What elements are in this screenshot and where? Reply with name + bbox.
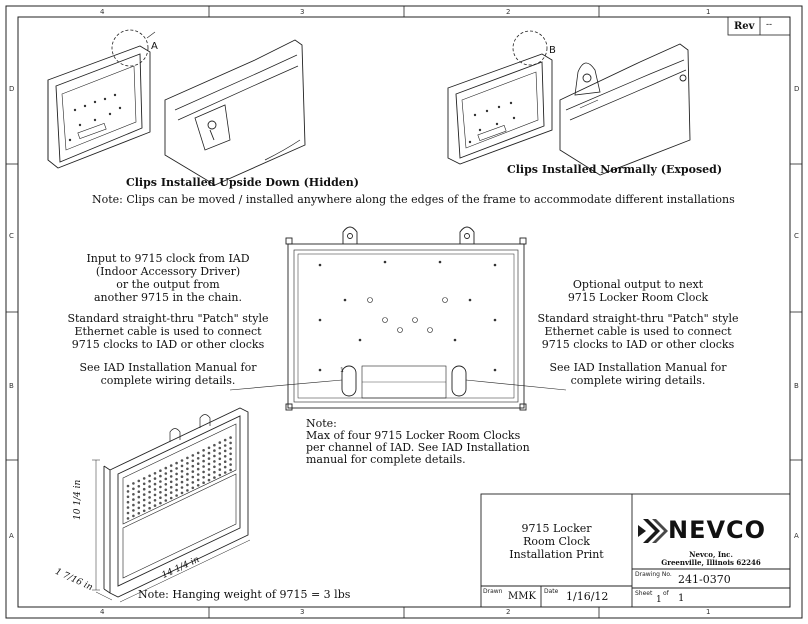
grid-bottom-2: 2 — [506, 608, 511, 616]
led-dot — [192, 481, 195, 484]
led-dot — [219, 458, 222, 461]
grid-top-3: 3 — [300, 8, 305, 16]
grid-top-4: 4 — [100, 8, 105, 16]
company-city: Greenville, Illinois 62246 — [661, 558, 761, 567]
led-dot — [219, 447, 222, 450]
led-dot — [148, 502, 151, 505]
grid-right-b: B — [794, 382, 799, 390]
led-dot — [186, 457, 189, 460]
led-dot — [181, 465, 184, 468]
led-dot — [132, 509, 135, 512]
grid-bottom-1: 1 — [706, 608, 711, 616]
led-dot — [138, 480, 141, 483]
led-dot — [192, 476, 195, 479]
led-dot — [127, 501, 130, 504]
led-dot — [197, 473, 200, 476]
led-dot — [170, 491, 173, 494]
led-dot — [229, 458, 232, 461]
grid-right-d: D — [794, 85, 800, 93]
led-dot — [148, 480, 151, 483]
led-dot — [143, 510, 146, 513]
wiring-note-line: See IAD Installation Manual for — [79, 361, 257, 374]
led-dot — [165, 494, 168, 497]
input-note-line: another 9715 in the chain. — [93, 291, 243, 304]
led-dot — [186, 462, 189, 465]
led-dot — [197, 479, 200, 482]
led-dot — [197, 462, 200, 465]
led-dot — [127, 517, 130, 520]
led-dot — [208, 457, 211, 460]
led-dot — [138, 490, 141, 493]
led-dot — [170, 481, 173, 484]
led-dot — [186, 489, 189, 492]
drawing-title — [481, 522, 632, 561]
exposed-clip-frame-view — [448, 31, 690, 175]
led-dot — [127, 490, 130, 493]
led-dot — [138, 501, 141, 504]
grid-left-a: A — [9, 532, 14, 540]
led-dot — [159, 486, 162, 489]
company-logo: NEVCO — [668, 516, 767, 544]
led-dot — [154, 472, 157, 475]
led-dot — [181, 481, 184, 484]
sheet-total: 1 — [678, 593, 685, 604]
led-matrix — [127, 436, 232, 519]
led-dot — [229, 436, 232, 439]
led-dot — [154, 499, 157, 502]
led-dot — [224, 450, 227, 453]
led-dot — [224, 439, 227, 442]
led-dot — [202, 471, 205, 474]
led-dot — [143, 477, 146, 480]
led-dot — [219, 452, 222, 455]
back-view-drawing — [230, 227, 566, 410]
dimension-width: 14 1/4 in — [160, 554, 202, 581]
led-dot — [154, 488, 157, 491]
led-dot — [229, 442, 232, 445]
led-dot — [197, 468, 200, 471]
led-dot — [159, 469, 162, 472]
weight-note: Note: Hanging weight of 9715 = 3 lbs — [138, 588, 351, 601]
drawing-no-label: Drawing No. — [635, 571, 672, 578]
led-dot — [224, 455, 227, 458]
led-dot — [229, 463, 232, 466]
led-dot — [181, 470, 184, 473]
detail-callout-b: B — [549, 45, 556, 56]
led-dot — [165, 489, 168, 492]
drawing-title-line: Installation Print — [509, 548, 604, 561]
led-dot — [148, 485, 151, 488]
led-dot — [208, 447, 211, 450]
led-dot — [159, 491, 162, 494]
led-dot — [229, 453, 232, 456]
led-dot — [229, 469, 232, 472]
input-note — [68, 252, 268, 304]
led-dot — [186, 478, 189, 481]
led-dot — [165, 472, 168, 475]
led-dot — [159, 475, 162, 478]
led-dot — [213, 476, 216, 479]
led-dot — [186, 473, 189, 476]
output-note-line: 9715 Locker Room Clock — [567, 291, 709, 304]
led-dot — [213, 444, 216, 447]
wiring-note-right — [538, 361, 738, 387]
led-dot — [202, 454, 205, 457]
wiring-note-left — [68, 361, 268, 387]
led-dot — [138, 485, 141, 488]
led-dot — [143, 499, 146, 502]
led-dot — [197, 452, 200, 455]
led-dot — [175, 483, 178, 486]
led-dot — [213, 466, 216, 469]
cable-note-line: 9715 clocks to IAD or other clocks — [541, 338, 735, 351]
led-dot — [202, 449, 205, 452]
grid-left-b: B — [9, 382, 14, 390]
led-dot — [186, 468, 189, 471]
led-dot — [224, 466, 227, 469]
led-dot — [213, 471, 216, 474]
led-dot — [175, 473, 178, 476]
input-note-line: (Indoor Accessory Driver) — [95, 265, 241, 278]
led-dot — [159, 502, 162, 505]
led-dot — [219, 441, 222, 444]
led-dot — [159, 480, 162, 483]
led-dot — [132, 498, 135, 501]
led-dot — [192, 470, 195, 473]
channel-note-line: per channel of IAD. See IAD Installation — [306, 441, 530, 454]
led-dot — [143, 483, 146, 486]
led-dot — [159, 496, 162, 499]
input-note-line: or the output from — [116, 278, 220, 291]
led-dot — [132, 504, 135, 507]
led-dot — [170, 464, 173, 467]
led-dot — [202, 465, 205, 468]
cable-note-line: Standard straight-thru "Patch" style — [537, 312, 739, 325]
led-dot — [143, 504, 146, 507]
led-dot — [213, 449, 216, 452]
led-dot — [197, 457, 200, 460]
input-note-line: Input to 9715 clock from IAD — [86, 252, 250, 265]
wiring-note-line: complete wiring details. — [570, 374, 706, 387]
wiring-note-line: complete wiring details. — [100, 374, 236, 387]
company-info — [632, 551, 790, 567]
led-dot — [127, 506, 130, 509]
channel-note-line: manual for complete details. — [306, 453, 466, 466]
hidden-clip-frame-view — [48, 30, 305, 185]
clip-movement-note: Note: Clips can be moved / installed anywhere along the edges of the frame to accommodate different installations — [92, 193, 735, 206]
led-dot — [175, 489, 178, 492]
cable-note-right — [530, 312, 746, 351]
detail-callout-a: A — [151, 41, 158, 52]
led-dot — [192, 487, 195, 490]
led-dot — [148, 496, 151, 499]
led-dot — [181, 492, 184, 495]
grid-top-1: 1 — [706, 8, 711, 16]
led-dot — [154, 504, 157, 507]
grid-top-2: 2 — [506, 8, 511, 16]
cable-note-line: Ethernet cable is used to connect — [544, 325, 732, 338]
nevco-logo-mark — [638, 519, 668, 543]
led-dot — [132, 515, 135, 518]
grid-left-d: D — [9, 85, 15, 93]
led-dot — [143, 488, 146, 491]
channel-note-line: Max of four 9715 Locker Room Clocks — [306, 429, 521, 442]
sheet-of-label: of — [663, 590, 669, 597]
date-label: Date — [544, 588, 559, 595]
led-dot — [202, 460, 205, 463]
led-dot — [165, 478, 168, 481]
led-dot — [138, 507, 141, 510]
led-dot — [224, 471, 227, 474]
led-dot — [175, 494, 178, 497]
sheet-number: 1 — [656, 595, 662, 605]
drawing-title-line: 9715 Locker — [521, 522, 592, 535]
output-note-line: Optional output to next — [572, 278, 704, 291]
led-dot — [170, 486, 173, 489]
drawn-label: Drawn — [483, 588, 503, 595]
led-dot — [219, 463, 222, 466]
led-dot — [148, 475, 151, 478]
drawing-title-line: Room Clock — [523, 535, 590, 548]
led-dot — [208, 468, 211, 471]
grid-right-c: C — [794, 232, 799, 240]
sheet-label: Sheet — [635, 590, 653, 597]
led-dot — [138, 512, 141, 515]
led-dot — [213, 455, 216, 458]
grid-bottom-4: 4 — [100, 608, 105, 616]
cable-note-line: 9715 clocks to IAD or other clocks — [71, 338, 265, 351]
dimension-height: 10 1/4 in — [73, 479, 83, 520]
grid-right-a: A — [794, 532, 799, 540]
led-dot — [132, 482, 135, 485]
caption-hidden-clips: Clips Installed Upside Down (Hidden) — [126, 176, 359, 189]
led-dot — [192, 460, 195, 463]
rev-label: Rev — [734, 21, 755, 32]
led-dot — [170, 470, 173, 473]
led-dot — [127, 485, 130, 488]
led-dot — [127, 512, 130, 515]
channel-limit-note — [306, 418, 536, 466]
led-dot — [181, 486, 184, 489]
led-dot — [224, 460, 227, 463]
led-dot — [175, 467, 178, 470]
led-dot — [229, 447, 232, 450]
led-dot — [175, 462, 178, 465]
cable-note-line: Ethernet cable is used to connect — [74, 325, 262, 338]
output-note — [548, 278, 728, 304]
led-dot — [208, 452, 211, 455]
led-dot — [165, 467, 168, 470]
led-dot — [181, 459, 184, 462]
led-dot — [181, 475, 184, 478]
led-dot — [165, 483, 168, 486]
led-dot — [132, 488, 135, 491]
led-dot — [170, 497, 173, 500]
led-dot — [154, 494, 157, 497]
led-dot — [219, 468, 222, 471]
led-dot — [202, 481, 205, 484]
led-dot — [208, 463, 211, 466]
led-dot — [165, 499, 168, 502]
dimension-depth: 1 7/16 in — [53, 566, 95, 594]
led-dot — [170, 475, 173, 478]
led-dot — [175, 478, 178, 481]
jack-callout-1: 1 — [340, 367, 344, 374]
grid-left-c: C — [9, 232, 14, 240]
led-dot — [138, 496, 141, 499]
drawing-date: 1/16/12 — [566, 590, 609, 603]
led-dot — [192, 454, 195, 457]
led-dot — [213, 460, 216, 463]
led-dot — [143, 493, 146, 496]
led-dot — [132, 493, 135, 496]
led-dot — [154, 477, 157, 480]
led-dot — [202, 476, 205, 479]
led-dot — [154, 483, 157, 486]
grid-bottom-3: 3 — [300, 608, 305, 616]
led-dot — [197, 484, 200, 487]
drawing-number: 241-0370 — [678, 573, 731, 586]
led-dot — [148, 491, 151, 494]
led-dot — [219, 474, 222, 477]
led-dot — [224, 444, 227, 447]
led-dot — [127, 496, 130, 499]
caption-exposed-clips: Clips Installed Normally (Exposed) — [507, 163, 723, 176]
led-dot — [208, 479, 211, 482]
led-dot — [192, 465, 195, 468]
led-dot — [208, 474, 211, 477]
drawn-by: MMK — [508, 591, 536, 602]
wiring-note-line: See IAD Installation Manual for — [549, 361, 727, 374]
channel-note-line: Note: — [306, 417, 337, 430]
company-name: Nevco, Inc. — [689, 550, 733, 559]
rev-value: -- — [766, 20, 773, 30]
cable-note-line: Standard straight-thru "Patch" style — [67, 312, 269, 325]
cable-note-left — [60, 312, 276, 351]
led-dot — [148, 507, 151, 510]
led-dot — [186, 484, 189, 487]
